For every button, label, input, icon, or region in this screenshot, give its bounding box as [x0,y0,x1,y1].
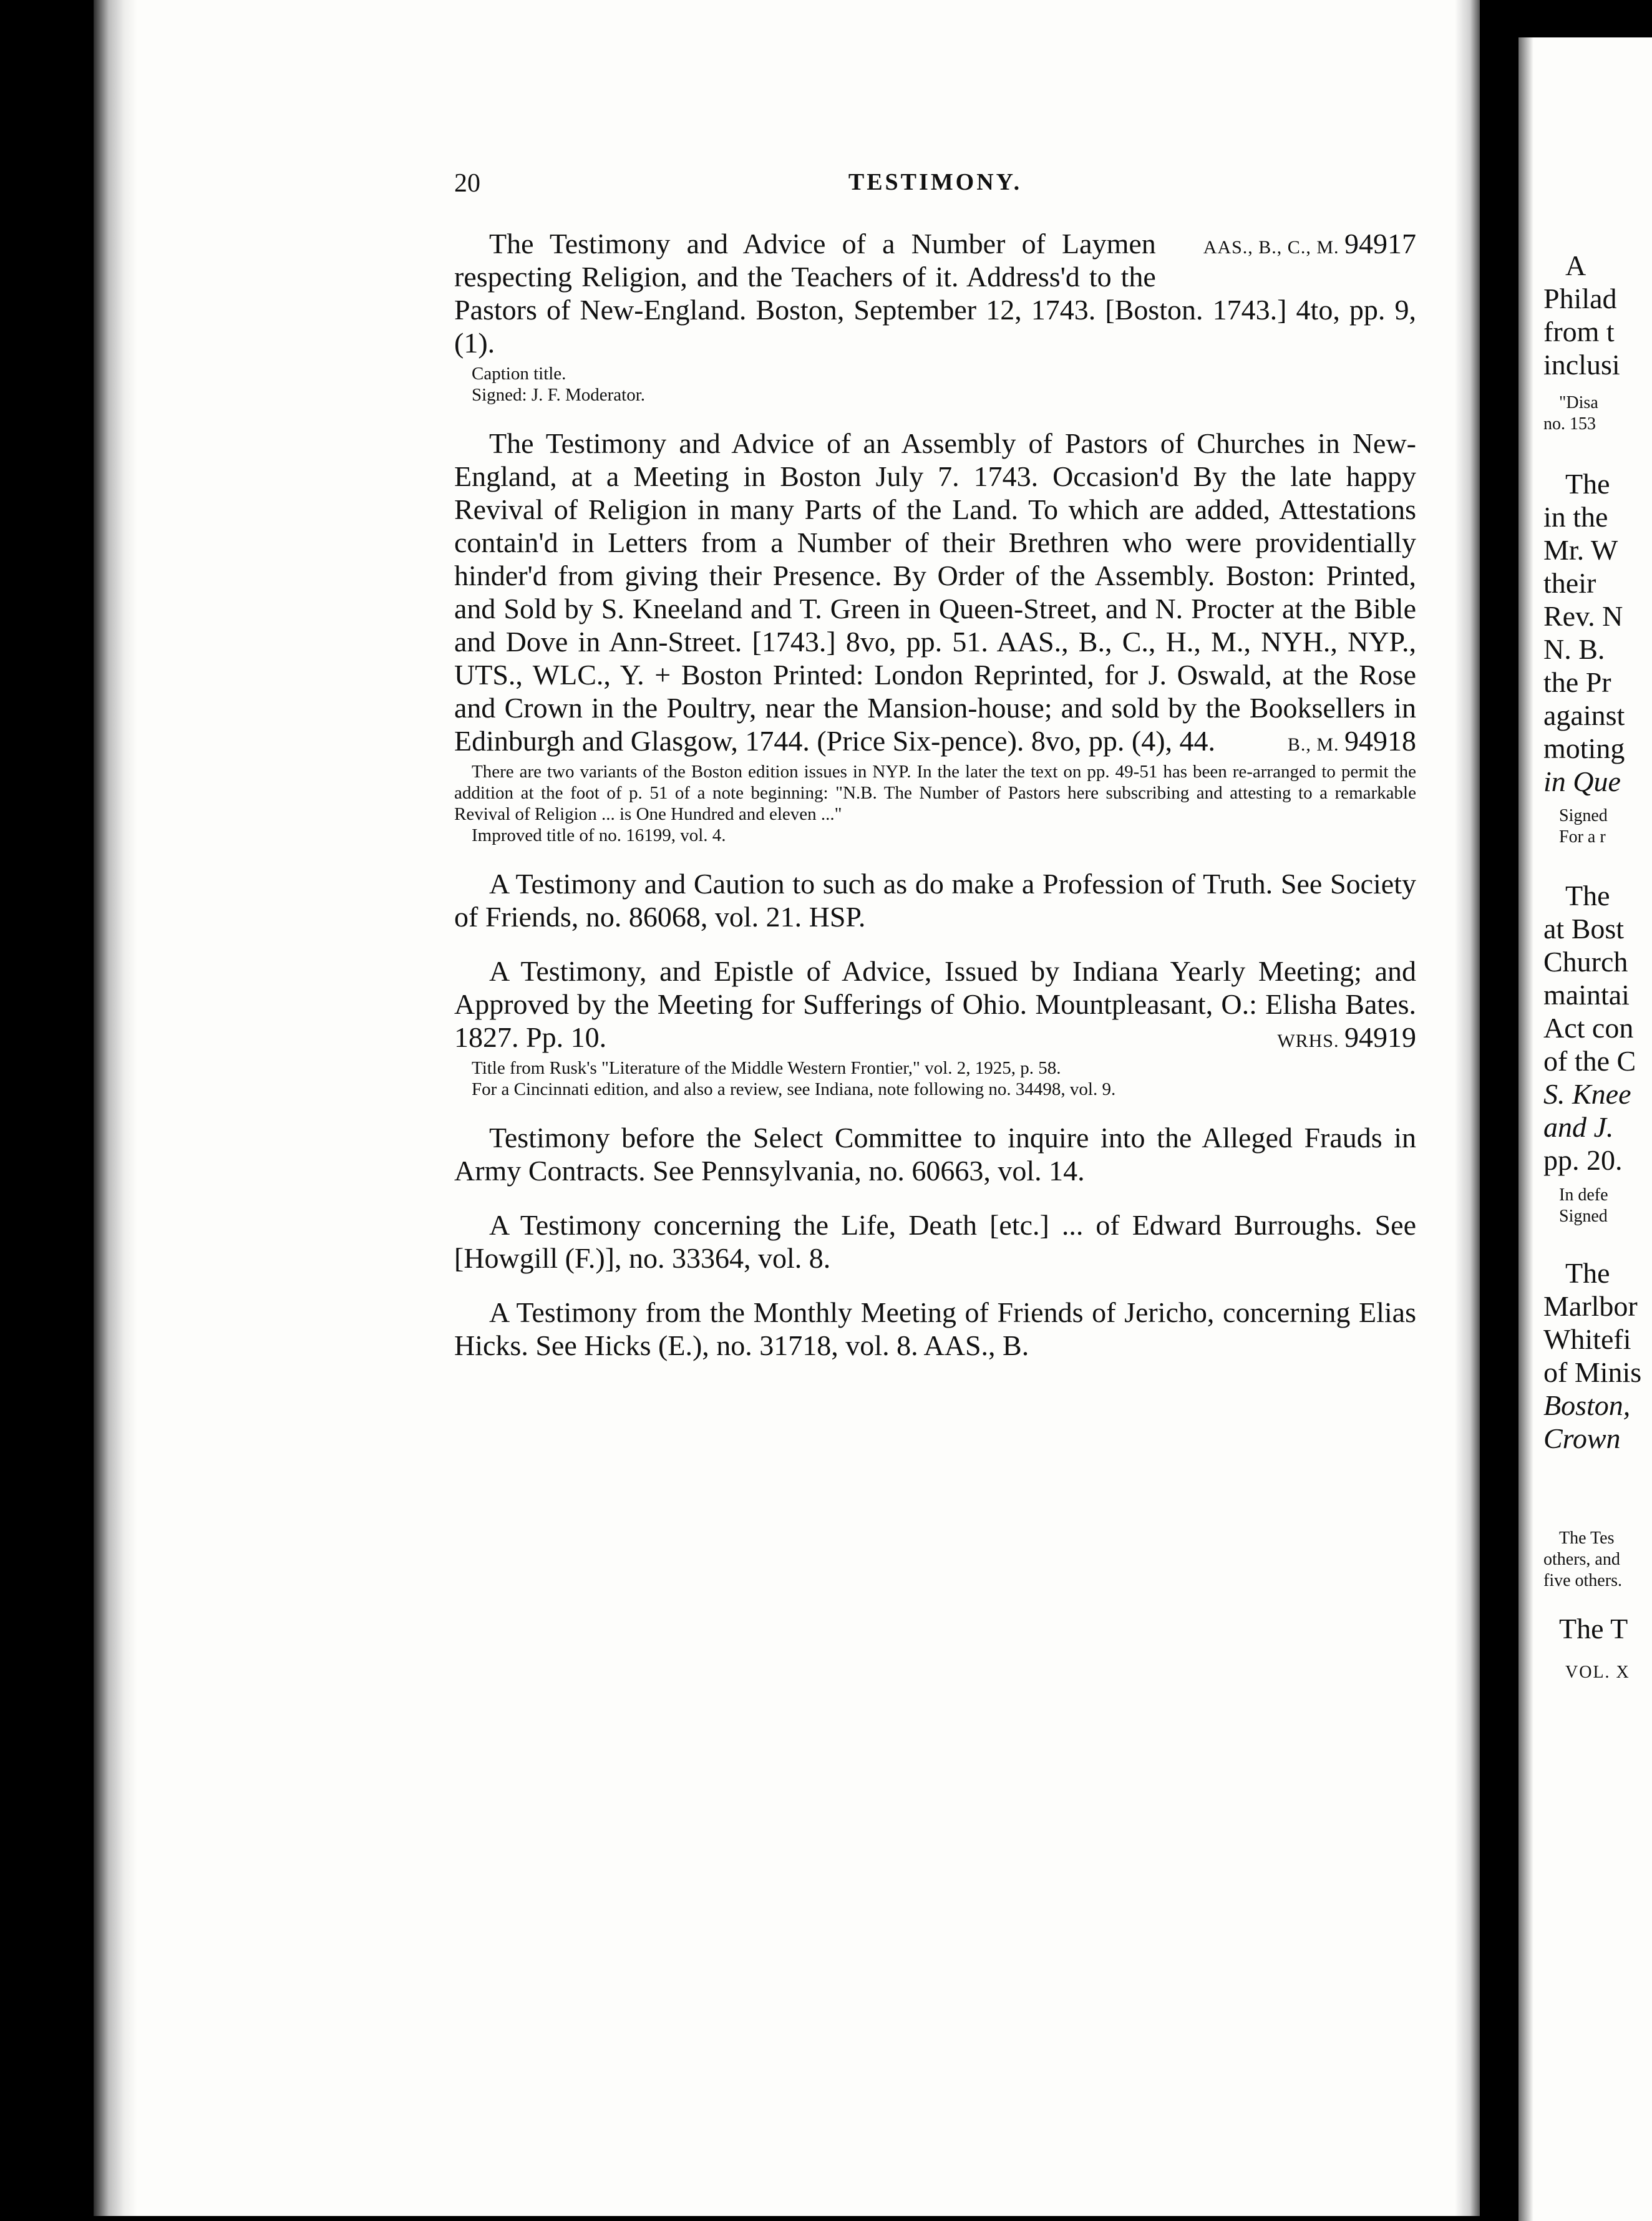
right-page-text: pp. 20. [1543,1144,1623,1176]
right-page-note: The Tes [1559,1528,1615,1548]
bibliography-entry [454,427,1416,846]
entry-number: 94919 [1344,1021,1416,1053]
page-edge-shadow [1455,0,1480,2216]
right-page-note: no. 153 [1543,414,1596,434]
page-content [454,168,1416,1362]
bibliography-entry [454,867,1416,933]
entry-note: There are two variants of the Boston edition issues in NYP. In the later the text on pp. 49-51 has been re-arranged to permit the addition at the foot of p. 51 of a note beginning: "N.B. The Number of Pastors here subscribing and attesting to a remarkable Revival of Religion ... is One Hundred and eleven ..." [454,762,1416,824]
page-edge-shadow [1518,37,1533,2221]
right-page-text: inclusi [1543,349,1620,381]
entry-note: Signed: J. F. Moderator. [472,385,646,405]
entry-number: 94917 [1344,228,1416,260]
running-title: TESTIMONY. [848,169,1023,195]
entry-holdings: WRHS. [1277,1031,1339,1051]
page-number: 20 [454,169,480,198]
right-page-text: Rev. N [1543,600,1623,632]
right-page-text: Whitefi [1543,1323,1631,1355]
right-page-text: their [1543,567,1596,599]
right-page-note: "Disa [1559,393,1598,412]
right-page-note: five others. [1543,1571,1622,1590]
right-page-text: of the C [1543,1045,1636,1077]
right-page-text: and J. [1543,1111,1614,1143]
right-page-text: The [1565,1257,1610,1289]
right-page-note: Signed [1559,1207,1608,1226]
right-page-text: Church [1543,946,1628,978]
right-page-text: the Pr [1543,666,1611,698]
entry-text: Testimony before the Select Committee to inquire into the Alleged Frauds in Army Contracts. See Pennsylvania, no. 60663, vol. 14. [454,1122,1416,1187]
right-page-note: Signed [1559,806,1608,825]
entry-text: The Testimony and Advice of an Assembly of Pastors of Churches in New-England, at a Meeting in Boston July 7. 1743. Occasion'd By the late happy Revival of Religion in many Parts of the Land. To which are added, Attestations contain'd in Letters from a Number of their Brethren who were providentially hinder'd from giving their Presence. By Order of the Assembly. Boston: Printed, and Sold by S. Kneeland and T. Green in Queen-Street, and N. Procter at the Bible and Dove in Ann-Street. [1743.] 8vo, pp. 51. AAS., B., C., H., M., NYH., NYP., UTS., WLC., Y. + Boston Printed: London Reprinted, for J. Oswald, at the Rose and Crown in the Poultry, near the Mansion-house; and sold by the Booksellers in Edinburgh and Glasgow, 1744. (Price Six-pence). 8vo, pp. (4), 44. B., M. 94918 [454,427,1416,757]
right-page-text: Act con [1543,1012,1634,1044]
right-page-text: Marlbor [1543,1290,1638,1322]
right-page-text: Boston, [1543,1389,1631,1421]
right-page-text: at Bost [1543,913,1625,945]
right-page-text: N. B. [1543,633,1605,665]
right-page-text: of Minis [1543,1356,1642,1388]
entry-holdings: B., M. [1287,734,1339,755]
bibliography-entry [454,955,1416,1100]
right-page-fragment [1518,37,1652,2221]
entry-note: Title from Rusk's "Literature of the Middle Western Frontier," vol. 2, 1925, p. 58. [472,1058,1061,1078]
right-page-text: A [1565,250,1586,281]
right-page-text: from t [1543,316,1615,347]
entry-holdings: AAS., B., C., M. [1203,237,1339,258]
right-page-text: The [1565,468,1610,500]
running-head [454,168,1416,206]
right-page-note: For a r [1559,827,1606,847]
bibliography-entry [454,1121,1416,1187]
right-page-signature: VOL. X [1565,1663,1630,1682]
right-page-text: The [1565,880,1610,911]
right-page-text: S. Knee [1543,1078,1631,1110]
right-page-note: In defe [1559,1185,1608,1205]
right-page-text: against [1543,699,1625,731]
right-page-note: others, and [1543,1550,1620,1569]
bibliography-entry [454,1296,1416,1362]
right-page-text: in the [1543,501,1608,533]
right-page-text: Philad [1543,283,1617,314]
entry-text: AAS., B., C., M. 94917 The Testimony and Advice of a Number of Laymen respecting Religion, and the Teachers of it. Address'd to the Pastors of New-England. Boston, September 12, 1743. [Boston. 1743.] 4to, pp. 9, (1). [454,228,1416,359]
entry-number: 94918 [1344,725,1416,757]
right-page-text: Crown [1543,1422,1621,1454]
entry-text: A Testimony from the Monthly Meeting of Friends of Jericho, concerning Elias Hicks. See Hicks (E.), no. 31718, vol. 8. AAS., B. [454,1296,1416,1361]
right-page-text: The T [1559,1613,1628,1645]
right-page-text: in Que [1543,765,1621,797]
entry-text: A Testimony, and Epistle of Advice, Issued by Indiana Yearly Meeting; and Approved by the Meeting for Sufferings of Ohio. Mountpleasant, O.: Elisha Bates. 1827. Pp. 10. WRHS. 94919 [454,955,1416,1053]
entry-note: For a Cincinnati edition, and also a review, see Indiana, note following no. 34498, vol. 9. [472,1079,1116,1099]
bibliography-entry [454,1208,1416,1275]
entry-text: A Testimony and Caution to such as do make a Profession of Truth. See Society of Friends, no. 86068, vol. 21. HSP. [454,868,1416,933]
right-page-text: moting [1543,732,1625,764]
entry-text: A Testimony concerning the Life, Death [etc.] ... of Edward Burroughs. See [Howgill (F.)], no. 33364, vol. 8. [454,1209,1416,1274]
page-gutter-shadow [94,0,137,2216]
right-page-text: maintai [1543,979,1630,1011]
entry-note: Caption title. [472,364,566,384]
bibliography-entry [454,227,1416,406]
entry-note: Improved title of no. 16199, vol. 4. [472,825,726,845]
right-page-text: Mr. W [1543,534,1618,566]
